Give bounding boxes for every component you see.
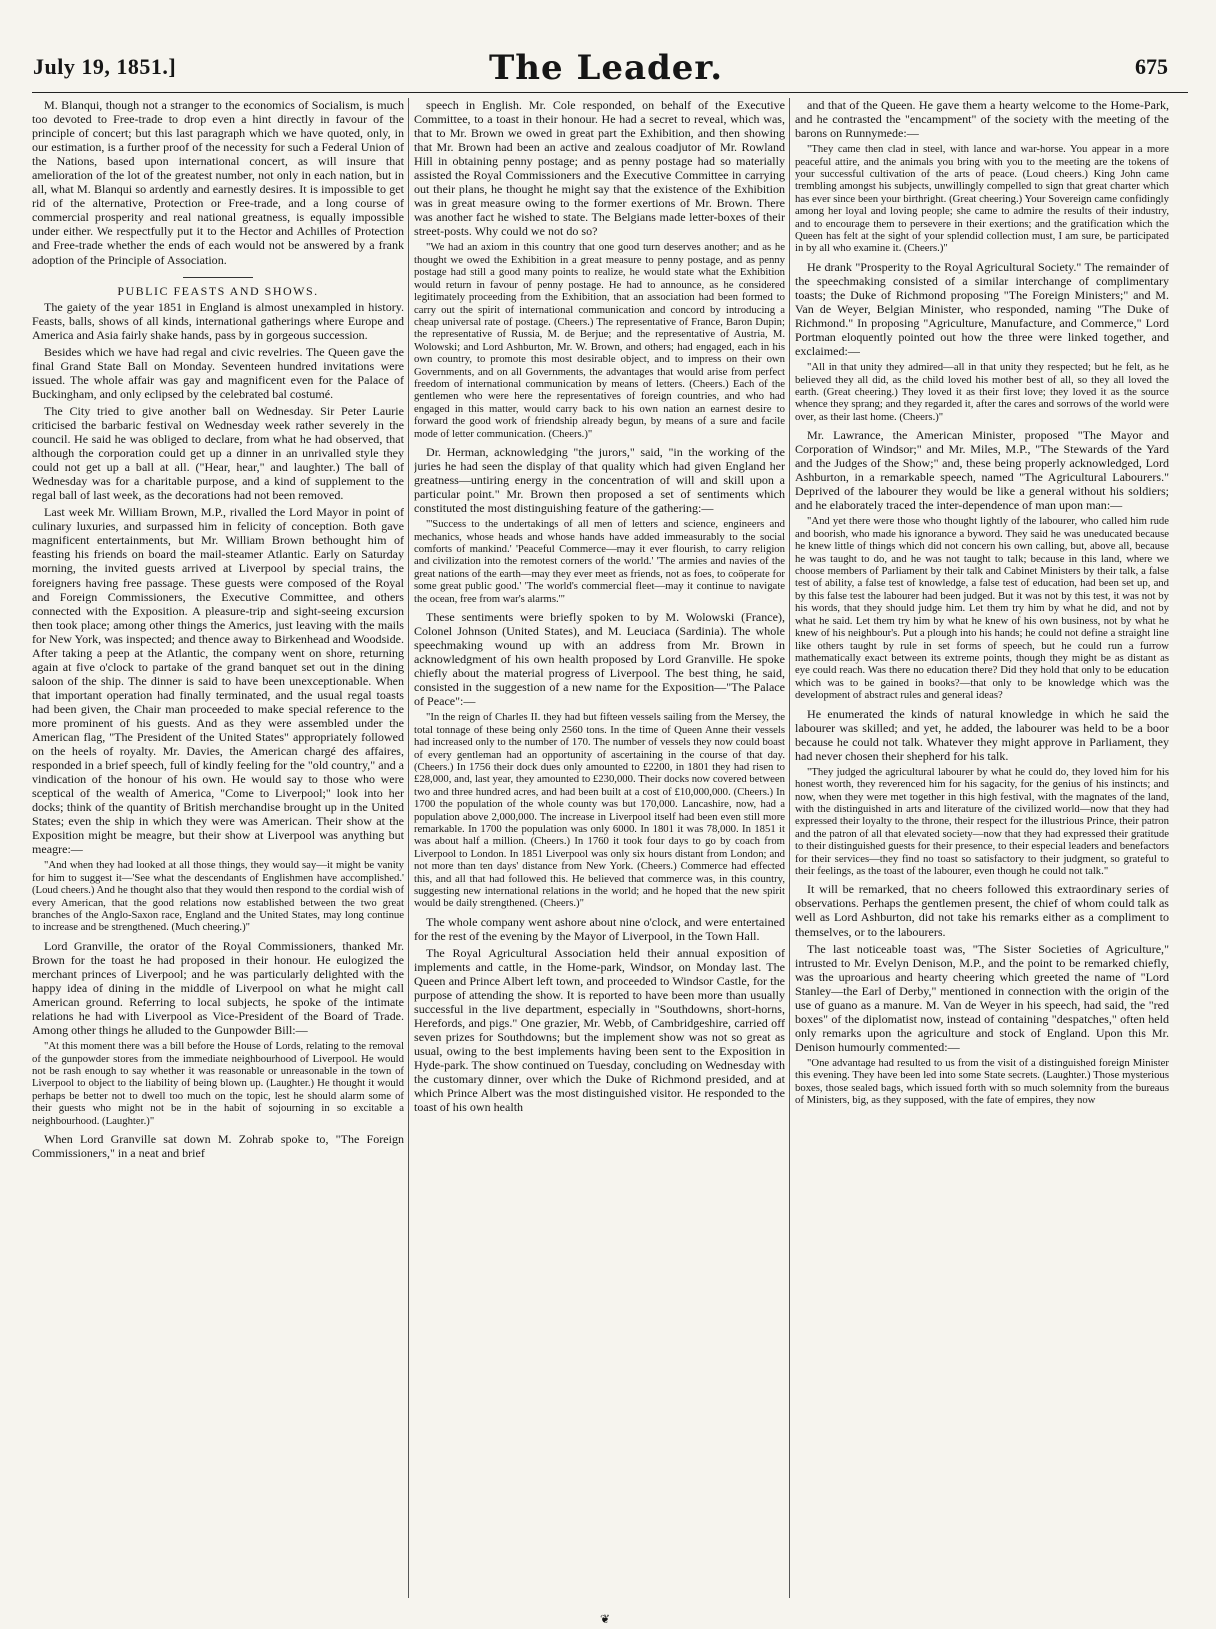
footer-ornament-icon: ❦ bbox=[600, 1612, 611, 1626]
paragraph: Lord Granville, the orator of the Royal Commissioners, thanked Mr. Brown for the toast he had proposed in their honour. He eulogized the merchant princes of Liverpool; and he was particularly delighted with the happy idea of dining in the middle of Liverpool on what he might call American ground. Referring to local subjects, he spoke of the intimate relations he had with Liverpool as Vice-President of the Board of Trade. Among other things he alluded to the Gunpowder Bill:— bbox=[32, 938, 404, 1038]
quotation: "In the reign of Charles II. they had but fifteen vessels sailing from the Mersey, the total tonnage of these being only 2560 tons. In the time of Queen Anne their vessels had increased only to the number of 170. The number of vessels they now could boast of every gentleman had an opportunity of ascertaining in the course of that day. (Cheers.) In 1756 their dock dues only amounted to £2200, in 1801 they had risen to £28,000, and, last year, they amounted to £230,000. Their docks now covered between two and three hundred acres, and had been built at a cost of £10,000,000. (Cheers.) In 1700 the population of the whole county was but 170,000. Lancashire, now, had a population above 2,000,000. The increase in Liverpool itself had been even still more remarkable. In 1700 the population was only 6000. In 1801 it was 78,000. In 1851 it was about half a million. (Cheers.) In 1760 it took four days to go by coach from Liverpool to London. In 1851 Liverpool was only six hours distant from London; and not more than ten days' distance from New York. (Cheers.) Commerce had effected this, and all that had followed this. He believed that commerce was, in this country, suggesting new international relations in the world; and he hoped that the new spirit would be daily strengthened. (Cheers.)" bbox=[414, 711, 785, 910]
column-3 bbox=[795, 98, 1169, 1613]
page-number: 675 bbox=[1135, 54, 1168, 79]
paragraph: He drank "Prosperity to the Royal Agricultural Society." The remainder of the speechmaking consisted of a similar interchange of complimentary toasts; the Duke of Richmond proposing "The Foreign Ministers;" and M. Van de Weyer, Belgian Minister, who responded, naming "The Duke of Richmond." In proposing "Agriculture, Manufacture, and Commerce," Lord Portman eloquently pointed out how the three were linked together, and exclaimed:— bbox=[795, 259, 1169, 359]
paragraph: Mr. Lawrance, the American Minister, proposed "The Mayor and Corporation of Windsor;" and Mr. Miles, M.P., "The Stewards of the Yard and the Judges of the Show;" and, these being properly acknowledged, Lord Ashburton, in a remarkable speech, named "The Agricultural Labourers." Deprived of the labourer they would be like a general without his soldiers; and he elaborately traced the inter-dependence of man upon man:— bbox=[795, 428, 1169, 513]
newspaper-title: The Leader. bbox=[488, 48, 724, 88]
quotation: "We had an axiom in this country that one good turn deserves another; and as he thought we owed the Exhibition in a great measure to penny postage, and as penny postage had still a good many points to realize, he would state what the Exhibition would return in favour of penny postage. He had to announce, as he considered legitimately proceeding from the Exhibition, that an association had been formed to carry out the spirit of international communication and concord by introducing a cheap universal rate of postage. (Cheers.) The representative of France, Baron Dupin; the representative of Russia, M. de Berjue; and the representative of Austria, M. Wolowski; and Lord Ashburton, Mr. W. Brown, and others; had engaged, each in his own country, to promote this most desirable object, and to impress on their own Governments, and on all Governments, the advantages that would arise from perfect freedom of international communication by means of letters. (Cheers.) Each of the gentlemen who were here the representatives of foreign countries, and who had engaged in this matter, would carry back to his own nation an earnest desire to forward the good work of friendship already begun, by means of a sure and facile mode of letter communication. (Cheers.)" bbox=[414, 241, 785, 440]
quotation: "And yet there were those who thought lightly of the labourer, who called him rude and boorish, who made his ignorance a byword. They said he was uneducated because he knew little of things which did not concern his own calling, but, above all, because he was taught to do, and he was not taught to talk; because in this land, where we choose members of Parliament by their talk and Cabinet Ministers by their talk, a false test of ability, a false test of knowledge, a false test of education, had been set up, and by this false test the labourer had been judged. But it was not by this test, it was not by his words, that they should judge him. Let them try him by what he did, and not by what he said. Let them try him by what he knew of his own business, not by what he knew of his neighbour's. Put a plough into his hands; he could not define a straight line like others taught by rule in set forms of speech, but he could run a furrow mathematically exact between its extreme points, though they might be as distant as eye could reach. Was there no education there? Did they hold that only to be education which was to be gained in books?—that only to be knowledge which was the development of abstract rules and general ideas? bbox=[795, 515, 1169, 702]
paragraph: The last noticeable toast was, "The Sister Societies of Agriculture," intrusted to Mr. Evelyn Denison, M.P., and the point to be remarked chiefly, was the uproarious and hearty cheering which greeted the name of "Lord Stanley—the Earl of Derby," mentioned in connection with the origin of the use of guano as a manure. M. Van de Weyer in his speech, had said, the "red boxes" of the diplomatist now, instead of containing "despatches," often held only remarks upon the agriculture and stock of England. Upon this Mr. Denison humourly commented:— bbox=[795, 941, 1169, 1054]
paragraph: It will be remarked, that no cheers followed this extraordinary series of observations. Perhaps the gentlemen present, the chief of whom could talk as well as Lord Ashburton, did not take his remarks either as a compliment to themselves, or to the labourers. bbox=[795, 882, 1169, 939]
paragraph: He enumerated the kinds of natural knowledge in which he said the labourer was skilled; and yet, he added, the labourer was held to be a boor because he could not talk. Whatever they might approve in Parliament, they had never chosen their shepherd for his talk. bbox=[795, 706, 1169, 763]
quotation: "'Success to the undertakings of all men of letters and science, engineers and mechanics, whose heads and whose hands have added immeasurably to the social comforts of mankind.' 'Peaceful Commerce—may it ever flourish, to carry religion and civilization into the remotest corners of the world.' 'The armies and navies of the great nations of the earth—may they ever meet as friends, not as foes, to coöperate for some great public good.' 'The world's commercial fleet—may it continue to navigate the ocean, free from war's alarms.'" bbox=[414, 518, 785, 605]
section-heading: PUBLIC FEASTS AND SHOWS. bbox=[117, 283, 319, 298]
paragraph: The City tried to give another ball on Wednesday. Sir Peter Laurie criticised the barbaric festival on Wednesday week rather severely in the council. He said he was obliged to declare, from what he had observed, that although the corporation could get up a dinner in an unrivalled style they could not get up a ball at all. ("Hear, hear," and laughter.) The ball of Wednesday was for a charitable purpose, and a kind of supplement to the regal ball of last week, as the decorations had not been removed. bbox=[32, 403, 404, 503]
quotation: "All in that unity they admired—all in that unity they respected; but he felt, as he believed they all did, as the child loved his mother best of all, so they all loved the earth. (Great cheering.) They loved it as their first love; they loved it as the source whence they sprang; and they regarded it, after the cares and sorrows of the world were over, as their last home. (Cheers.)" bbox=[795, 361, 1169, 423]
paragraph: M. Blanqui, though not a stranger to the economics of Socialism, is much too devoted to Free-trade to drop even a hint directly in favour of the principle of concert; but this last paragraph which we have quoted, only, in our estimation, is a further proof of the necessity for such a Federal Union of the Nations, based upon international concert, as will insure that amelioration of the lot of the greatest number, not only in each nation, but in all, what M. Blanqui so ardently and earnestly desires. It is impossible to get rid of the alternative, Protection or Free-trade, and a long course of commercial prosperity and real national greatness, is equally impossible under either. We respectfully put it to the Hector and Achilles of Protection and Free-trade whether the ends of each would not be answered by a frank adoption of the Principle of Association. bbox=[32, 98, 404, 267]
paragraph: speech in English. Mr. Cole responded, on behalf of the Executive Committee, to a toast in their honour. He had a secret to reveal, which was, that to Mr. Brown we owed in great part the Exhibition, and then showing that Mr. Brown had been an active and zealous coadjutor of Mr. Rowland Hill in obtaining penny postage; and as penny postage had so materially assisted the Royal Commissioners and the Executive Committee in carrying out their plans, he thought he might say that the existence of the Exhibition was in great measure owing to the former exertions of Mr. Brown. There was another fact he wished to state. The Belgians made letter-boxes of their street-posts. Why could we not do so? bbox=[414, 98, 785, 239]
column-1 bbox=[32, 98, 404, 1613]
section-separator bbox=[183, 277, 253, 278]
paragraph: Besides which we have had regal and civic revelries. The Queen gave the final Grand State Ball on Monday. Seventeen hundred invitations were issued. The whole affair was gay and magnificent even for the Palace of Buckingham, and only eclipsed by the celebrated bal costumé. bbox=[32, 344, 404, 401]
quotation: "They came then clad in steel, with lance and war-horse. You appear in a more peaceful attire, and the animals you bring with you to the meeting are the tokens of your successful cultivation of the arts of peace. (Loud cheers.) King John came trembling amongst his subjects, unwillingly compelled to sign that great charter which has ever since been your birthright. (Great cheering.) Your Sovereign came confidingly among her loyal and loving people; she came to admire the results of their industry, and to encourage them to persevere in their exertions; and the gratification which the Queen has felt at the sight of your splendid collection must, I am sure, be participated in by all who examine it. (Cheers.)" bbox=[795, 143, 1169, 255]
quotation: "And when they had looked at all those things, they would say—it might be vanity for him to suggest it—'See what the descendants of Englishmen have accomplished.' (Loud cheers.) And he thought also that they would then respond to the cordial wish of every American, that the good relations now established between the two great branches of the Anglo-Saxon race, England and the United States, may long continue to increase and be strengthened. (Much cheering.)" bbox=[32, 859, 404, 934]
column-2 bbox=[414, 98, 785, 1613]
quotation: "One advantage had resulted to us from the visit of a distinguished foreign Minister this evening. They have been led into some State secrets. (Laughter.) Those mysterious boxes, those sealed bags, which issued forth with so much solemnity from the bureaus of Ministers, big, as they supposed, with the fate of empires, they now bbox=[795, 1056, 1169, 1107]
column-divider bbox=[789, 98, 790, 1598]
quotation: "They judged the agricultural labourer by what he could do, they loved him for his honest worth, they reverenced him for his sagacity, for the genius of his instincts; and now, when they were met together in this high festival, with the magnates of the land, with the distinguished in arts and literature of the civilized world—now that they had expressed their loyalty to the throne, their respect for the illustrious Prince, their patron and the patron of all that elevated society—now that they had expressed their gratitude to their distinguished guests for their presence, to their especial leaders and benefactors for their services—they find no toast so satisfactory to their judgment, so grateful to their feelings, as the toast of the labourer, even though he could not talk." bbox=[795, 765, 1169, 877]
paragraph: and that of the Queen. He gave them a hearty welcome to the Home-Park, and he contrasted the "encampment" of the society with the meeting of the barons on Runnymede:— bbox=[795, 98, 1169, 141]
paragraph: When Lord Granville sat down M. Zohrab spoke to, "The Foreign Commissioners," in a neat and brief bbox=[32, 1132, 404, 1161]
paragraph: The gaiety of the year 1851 in England is almost unexampled in history. Feasts, balls, shows of all kinds, international gatherings where Europe and America and Asia fairly shake hands, pass by in gorgeous succession. bbox=[32, 299, 404, 342]
paragraph: The whole company went ashore about nine o'clock, and were entertained for the rest of the evening by the Mayor of Liverpool, in the Town Hall. bbox=[414, 914, 785, 943]
masthead bbox=[30, 48, 1182, 90]
paragraph: These sentiments were briefly spoken to by M. Wolowski (France), Colonel Johnson (United States), and M. Leuciaca (Sardinia). The whole speechmaking wound up with an address from Mr. Brown in acknowledgment of his own health proposed by Lord Granville. He spoke chiefly about the material progress of Liverpool. The best thing, he said, consisted in the suggestion of a new name for the Exposition—"The Palace of Peace":— bbox=[414, 610, 785, 709]
quotation: "At this moment there was a bill before the House of Lords, relating to the removal of the gunpowder stores from the immediate neighbourhood of Liverpool. He would not be rash enough to say whether it was reasonable or unreasonable in the town of Liverpool to object to the liability of being blown up. (Laughter.) He thought it would perhaps be better not to dwell too much on the topic, lest he should alarm some of their guests who might not be in the habit of sojourning in so excitable a neighbourhood. (Laughter.)" bbox=[32, 1040, 404, 1127]
issue-date: July 19, 1851.] bbox=[33, 54, 177, 79]
header-rule bbox=[32, 92, 1188, 93]
column-divider bbox=[408, 98, 409, 1598]
paragraph: Last week Mr. William Brown, M.P., rivalled the Lord Mayor in point of culinary luxuries, and surpassed him in felicity of conception. Both gave magnificent entertainments, but Mr. William Brown bethought him of feasting his friends on board the mail-steamer Atlantic. Early on Saturday morning, the invited guests arrived at Liverpool by special trains, the foreigners having free passage. These guests were composed of the Royal and Foreign Commissioners, the Executive Committee, and others connected with the Exposition. A pleasure-trip and sight-seeing excursion then took place; among other things the Americs, just leaving with the mails for New York, was inspected; and thence away to Birkenhead and Woodside. After taking a peep at the Atlantic, the company went on shore, returning again at five o'clock to partake of the grand banquet set out in the dining saloon of the ship. The dinner is said to have been unexceptionable. When that important operation had finally terminated, and the usual regal toasts had been given, the Chair man proceeded to make special reference to the more prominent of his guests. And as they were assembled under the American flag, "The President of the United States" appropriately followed on the heels of royalty. Mr. Davies, the American chargé des affaires, responded in a brief speech, full of kindly feeling for the "old country," and a vindication of the honour of his own. He would say to those who were sceptical of the wealth of America, "Come to Liverpool;" look into her docks; think of the quantity of British merchandise brought up in the United States; even the ship in which they were was American. Their show at the Exposition might be meagre, but their show at Liverpool was anything but meagre:— bbox=[32, 505, 404, 857]
paragraph: The Royal Agricultural Association held their annual exposition of implements and cattle, in the Home-park, Windsor, on Monday last. The Queen and Prince Albert left town, and proceeded to Windsor Castle, for the purpose of attending the show. It is reported to have been more than usually successful in the live department, especially in "Southdowns, short-horns, Herefords, and pigs." One grazier, Mr. Webb, of Cambridgeshire, carried off seven prizes for Southdowns; but the implement show was not so great as usual, owing to the best implements having been sent to the Exposition in Hyde-park. The show continued on Tuesday, concluding on Wednesday with the customary dinner, over which the Duke of Richmond presided, and at which Prince Albert was the most distinguished visitor. He responded to the toast of his own health bbox=[414, 945, 785, 1115]
paragraph: Dr. Herman, acknowledging "the jurors," said, "in the working of the juries he had seen the display of that quality which had given England her greatness—untiring energy in the concentration of will and skill upon a particular point." Mr. Brown then proposed a set of sentiments which constituted the most distinguishing feature of the gathering:— bbox=[414, 444, 785, 516]
